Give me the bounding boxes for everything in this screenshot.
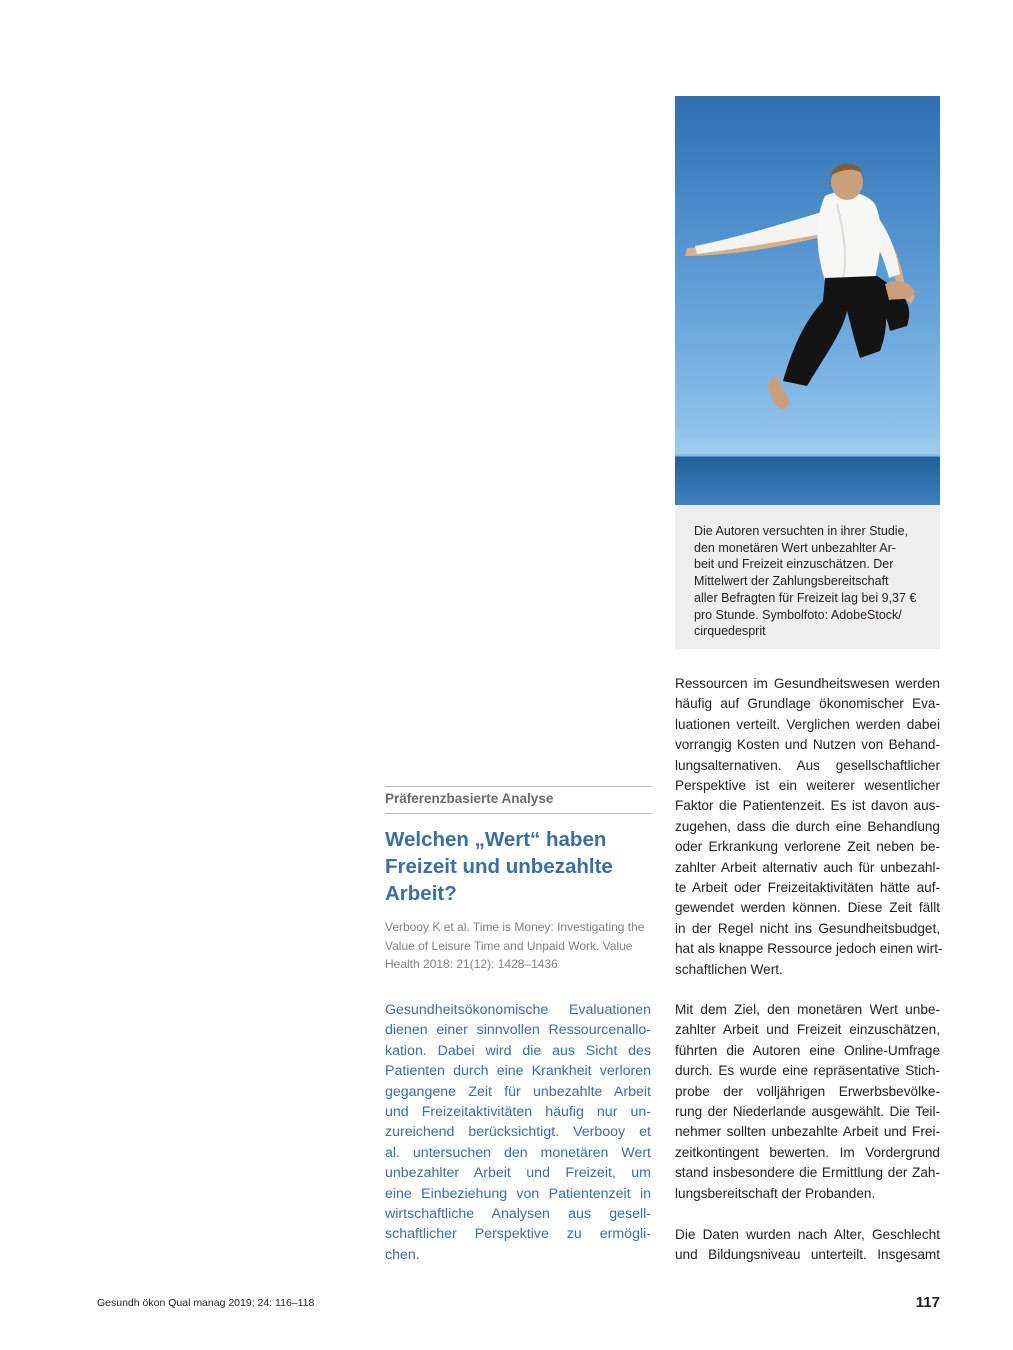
body-line: luationen verteilt. Verglichen werden dabei: [675, 716, 940, 732]
body-line: und Bildungsniveau unterteilt. Insgesamt: [675, 1247, 940, 1263]
page-number: 117: [915, 1294, 940, 1311]
body-line: zahlter Arbeit alternativ auch für unbezahl-: [675, 859, 940, 875]
photo-caption: [694, 523, 926, 640]
body-line: lungsalternativen. Aus gesellschaftlicher: [675, 757, 940, 773]
body-line: zahlter Arbeit und Freizeit einzuschätzen,: [675, 1022, 940, 1038]
abstract-line: schaftlicher Perspektive zu ermögli-: [385, 1226, 651, 1243]
photo-illustration: [675, 96, 940, 505]
caption-line: Die Autoren versuchten in ihrer Studie,: [694, 524, 909, 538]
article-headline: [385, 826, 655, 907]
body-line: zugehen, dass die durch eine Behandlung: [675, 818, 940, 834]
body-line: nehmer sollten unbezahlte Arbeit und Frei-: [675, 1124, 940, 1140]
abstract-line: gegangene Zeit für unbezahlte Arbeit: [385, 1083, 651, 1100]
reference-line: Health 2018: 21(12): 1428–1436: [385, 957, 558, 971]
body-paragraph-3: [675, 1225, 940, 1266]
black-trousers: [783, 276, 886, 386]
body-line: oder Erkrankung verlorene Zeit neben be-: [675, 839, 940, 855]
headline-line: Freizeit und unbezahlte: [385, 855, 613, 878]
abstract-line: chen.: [385, 1246, 420, 1263]
abstract-line: Patienten durch eine Krankheit verloren: [385, 1063, 651, 1080]
abstract-line: zureichend berücksichtigt. Verbooy et: [385, 1124, 651, 1141]
abstract-line: unbezahlter Arbeit und Freizeit, um: [385, 1165, 651, 1182]
body-line: schaftlichen Wert.: [675, 961, 783, 977]
caption-line: pro Stunde. Symbolfoto: AdobeStock/: [694, 607, 902, 622]
headline-line: Welchen „Wert“ haben: [385, 828, 607, 851]
body-line: Die Daten wurden nach Alter, Geschlecht: [675, 1227, 940, 1242]
body-line: te Arbeit oder Freizeitaktivitäten hätte auf-: [675, 880, 940, 896]
footer-citation: Gesundh ökon Qual manag 2019; 24: 116–118: [97, 1297, 315, 1309]
body-line: in der Regel nicht ins Gesundheitsbudget,: [675, 920, 940, 936]
body-line: vorrangig Kosten und Nutzen von Behand-: [675, 737, 940, 753]
section-label: Präferenzbasierte Analyse: [385, 791, 554, 806]
caption-line: Mittelwert der Zahlungsbereitschaft: [694, 574, 889, 589]
headline-line: Arbeit?: [385, 882, 457, 905]
abstract-line: eine Einbeziehung von Patientenzeit in: [385, 1185, 651, 1202]
sea: [675, 456, 940, 505]
body-line: stand insbesondere die Ermittlung der Zah-: [675, 1165, 940, 1181]
abstract-line: dienen einer sinnvollen Ressourcenallo-: [385, 1022, 651, 1039]
caption-line: cirquedesprit: [694, 624, 766, 639]
body-line: häufig auf Grundlage ökonomischer Eva-: [675, 696, 940, 712]
body-paragraph-1: [675, 674, 943, 980]
body-paragraph-2: [675, 1000, 940, 1204]
body-line: durch. Es wurde eine repräsentative Stich-: [675, 1063, 940, 1079]
article-reference: [385, 918, 655, 974]
body-line: zeitkontingent bewerten. Im Vordergrund: [675, 1144, 940, 1160]
white-shirt: [817, 192, 880, 281]
body-line: hat als knappe Ressource jedoch einen wirt-: [675, 941, 943, 957]
body-line: rung der Niederlande ausgewählt. Die Teil-: [675, 1104, 940, 1120]
abstract-line: kation. Dabei wird die aus Sicht des: [385, 1042, 651, 1059]
abstract-line: al. untersuchen den monetären Wert: [385, 1144, 651, 1161]
reference-line: Value of Leisure Time and Unpaid Work. Value: [385, 938, 633, 953]
abstract-line: Gesundheitsökonomische Evaluationen: [385, 1002, 651, 1018]
body-line: Faktor die Patientenzeit. Es ist davon aus-: [675, 798, 940, 814]
body-line: Perspektive ist ein weiterer wesentlicher: [675, 778, 940, 794]
section-rule-top: [385, 786, 651, 787]
body-line: gewendet werden können. Diese Zeit fällt: [675, 900, 940, 916]
caption-line: aller Befragten für Freizeit lag bei 9,37 €: [694, 590, 917, 605]
abstract-line: und Freizeitaktivitäten häufig nur un-: [385, 1104, 651, 1121]
photo-caption-box: [675, 505, 940, 649]
abstract-line: wirtschaftliche Analysen aus gesell-: [385, 1206, 651, 1223]
article-photo: [675, 96, 940, 505]
body-line: Mit dem Ziel, den monetären Wert unbe-: [675, 1002, 940, 1017]
body-line: Ressourcen im Gesundheitswesen werden: [675, 676, 940, 691]
reference-line: Verbooy K et al. Time is Money: Investigating the: [385, 920, 645, 934]
caption-line: den monetären Wert unbezahlter Ar-: [694, 540, 896, 555]
section-rule-bottom: [385, 813, 651, 814]
article-abstract: [385, 1000, 651, 1265]
body-line: führten die Autoren eine Online-Umfrage: [675, 1042, 940, 1058]
body-line: lungsbereitschaft der Probanden.: [675, 1185, 876, 1201]
body-line: probe der volljährigen Erwerbsbevölke-: [675, 1083, 940, 1099]
caption-line: beit und Freizeit einzuschätzen. Der: [694, 557, 894, 572]
